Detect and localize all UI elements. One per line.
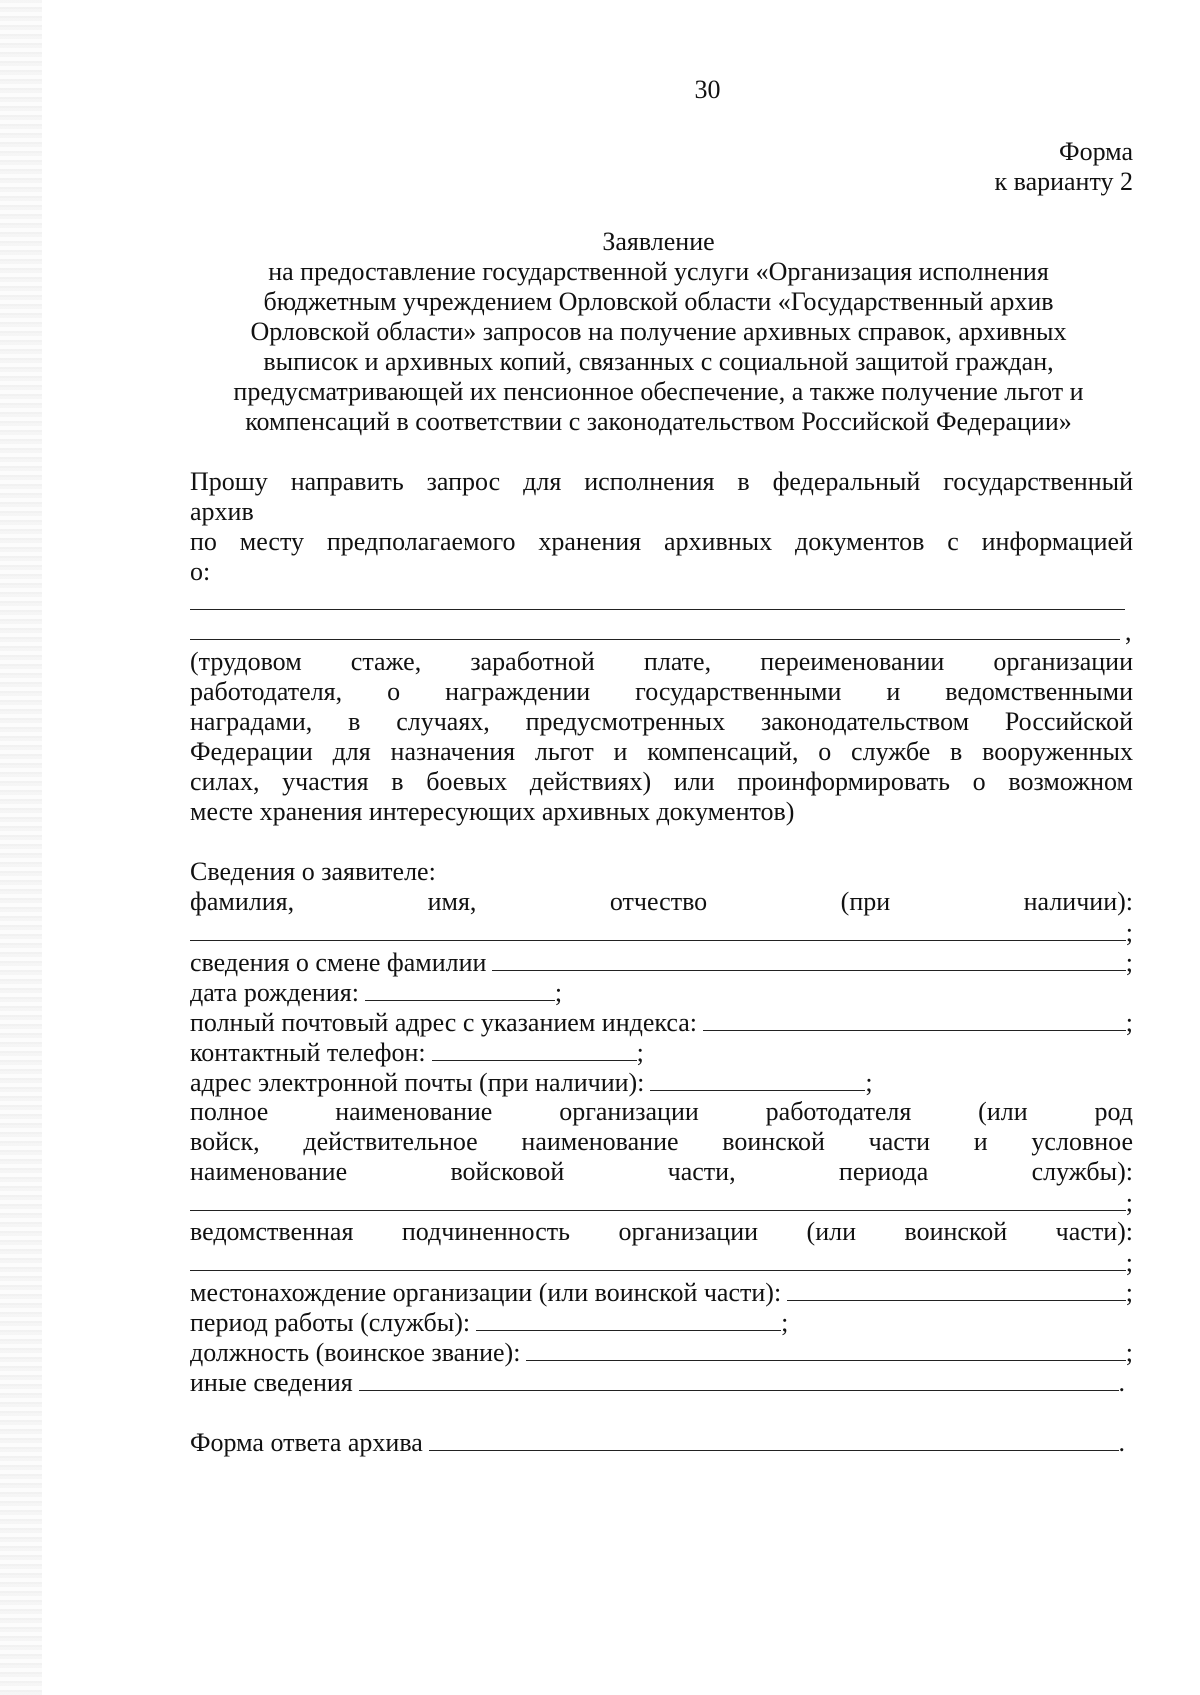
surname-change-field[interactable]	[492, 946, 1125, 971]
email-field[interactable]	[650, 1066, 865, 1091]
surname-change-row	[190, 946, 1133, 979]
semicolon: ;	[781, 1308, 789, 1337]
topic-line: силах, участия в боевых действиях) или проинформировать о возможном	[190, 767, 1133, 796]
phone-row	[190, 1036, 644, 1069]
org-name-line: наименование войсковой части, периода службы):	[190, 1157, 1133, 1186]
topic-line: (трудовом стаже, заработной плате, переименовании организации	[190, 647, 1133, 676]
semicolon: ;	[1125, 1278, 1133, 1307]
semicolon: ;	[1125, 1008, 1133, 1037]
birth-date-label: дата рождения:	[190, 978, 359, 1007]
response-form-field[interactable]	[429, 1426, 1119, 1451]
position-row	[190, 1336, 1133, 1369]
birth-date-row	[190, 976, 562, 1009]
location-row	[190, 1276, 1133, 1309]
org-name-row	[190, 1186, 1133, 1219]
phone-field[interactable]	[432, 1036, 637, 1061]
period: .	[1118, 1368, 1125, 1397]
org-name-field[interactable]	[190, 1186, 1126, 1211]
postal-address-row	[190, 1006, 1133, 1039]
subtitle-line: Орловской области» запросов на получение архивных справок, архивных	[250, 317, 1067, 346]
fio-row	[190, 916, 1133, 949]
semicolon: ;	[1125, 1188, 1133, 1217]
topic-line: месте хранения интересующих архивных документов)	[190, 797, 795, 826]
subtitle-line: выписок и архивных копий, связанных с социальной защитой граждан,	[263, 347, 1054, 376]
fio-field[interactable]	[190, 916, 1126, 941]
info-blank-line-2[interactable]	[190, 638, 1120, 640]
period: .	[1118, 1428, 1125, 1457]
response-form-label: Форма ответа архива	[190, 1428, 423, 1457]
semicolon: ;	[1125, 918, 1133, 947]
location-field[interactable]	[787, 1276, 1126, 1301]
response-form-row	[190, 1426, 1125, 1459]
form-label: Форма	[1059, 137, 1133, 166]
work-period-field[interactable]	[476, 1306, 781, 1331]
email-label: адрес электронной почты (при наличии):	[190, 1068, 645, 1097]
topic-line: Федерации для назначения льгот и компенсаций, о службе в вооруженных	[190, 737, 1133, 766]
topic-line: работодателя, о награждении государственными и ведомственными	[190, 677, 1133, 706]
request-line: архив	[190, 497, 254, 526]
document-title: Заявление	[602, 227, 715, 256]
semicolon: ;	[865, 1068, 873, 1097]
phone-label: контактный телефон:	[190, 1038, 426, 1067]
request-line: Прошу направить запрос для исполнения в федеральный государственный	[190, 467, 1133, 496]
page-number: 30	[694, 75, 721, 104]
form-variant: к варианту 2	[994, 167, 1133, 196]
subordination-label: ведомственная подчиненность организации (или воинской части):	[190, 1217, 1133, 1246]
semicolon: ;	[1125, 948, 1133, 977]
semicolon: ;	[1125, 1338, 1133, 1367]
applicant-heading: Сведения о заявителе:	[190, 857, 436, 886]
other-info-label: иные сведения	[190, 1368, 353, 1397]
subtitle-line: компенсаций в соответствии с законодательством Российской Федерации»	[245, 407, 1072, 436]
subordination-row	[190, 1246, 1133, 1279]
work-period-row	[190, 1306, 788, 1339]
work-period-label: период работы (службы):	[190, 1308, 471, 1337]
org-name-line: войск, действительное наименование воинской части и условное	[190, 1127, 1133, 1156]
info-blank-line-1[interactable]	[190, 608, 1125, 610]
semicolon: ;	[554, 978, 563, 1007]
fio-label: фамилия, имя, отчество (при наличии):	[190, 887, 1133, 916]
position-field[interactable]	[526, 1336, 1125, 1361]
scan-edge	[0, 0, 42, 1695]
request-line: о:	[190, 557, 211, 586]
subtitle-line: на предоставление государственной услуги «Организация исполнения	[268, 257, 1049, 286]
semicolon: ;	[636, 1038, 644, 1067]
postal-address-label: полный почтовый адрес с указанием индекса:	[190, 1008, 697, 1037]
semicolon: ;	[1125, 1248, 1133, 1277]
surname-change-label: сведения о смене фамилии	[190, 948, 487, 977]
location-label: местонахождение организации (или воинской части):	[190, 1278, 782, 1307]
topic-line: наградами, в случаях, предусмотренных законодательством Российской	[190, 707, 1133, 736]
other-info-row	[190, 1366, 1125, 1399]
org-name-line: полное наименование организации работодателя (или род	[190, 1097, 1133, 1126]
request-line: по месту предполагаемого хранения архивных документов с информацией	[190, 527, 1133, 556]
birth-date-field[interactable]	[365, 976, 555, 1001]
blank-line-comma: ,	[1125, 617, 1132, 646]
postal-address-field[interactable]	[703, 1006, 1126, 1031]
subtitle-line: предусматривающей их пенсионное обеспечение, а также получение льгот и	[233, 377, 1084, 406]
position-label: должность (воинское звание):	[190, 1338, 521, 1367]
subtitle-line: бюджетным учреждением Орловской области «Государственный архив	[263, 287, 1054, 316]
other-info-field[interactable]	[359, 1366, 1119, 1391]
subordination-field[interactable]	[190, 1246, 1126, 1271]
email-row	[190, 1066, 873, 1099]
